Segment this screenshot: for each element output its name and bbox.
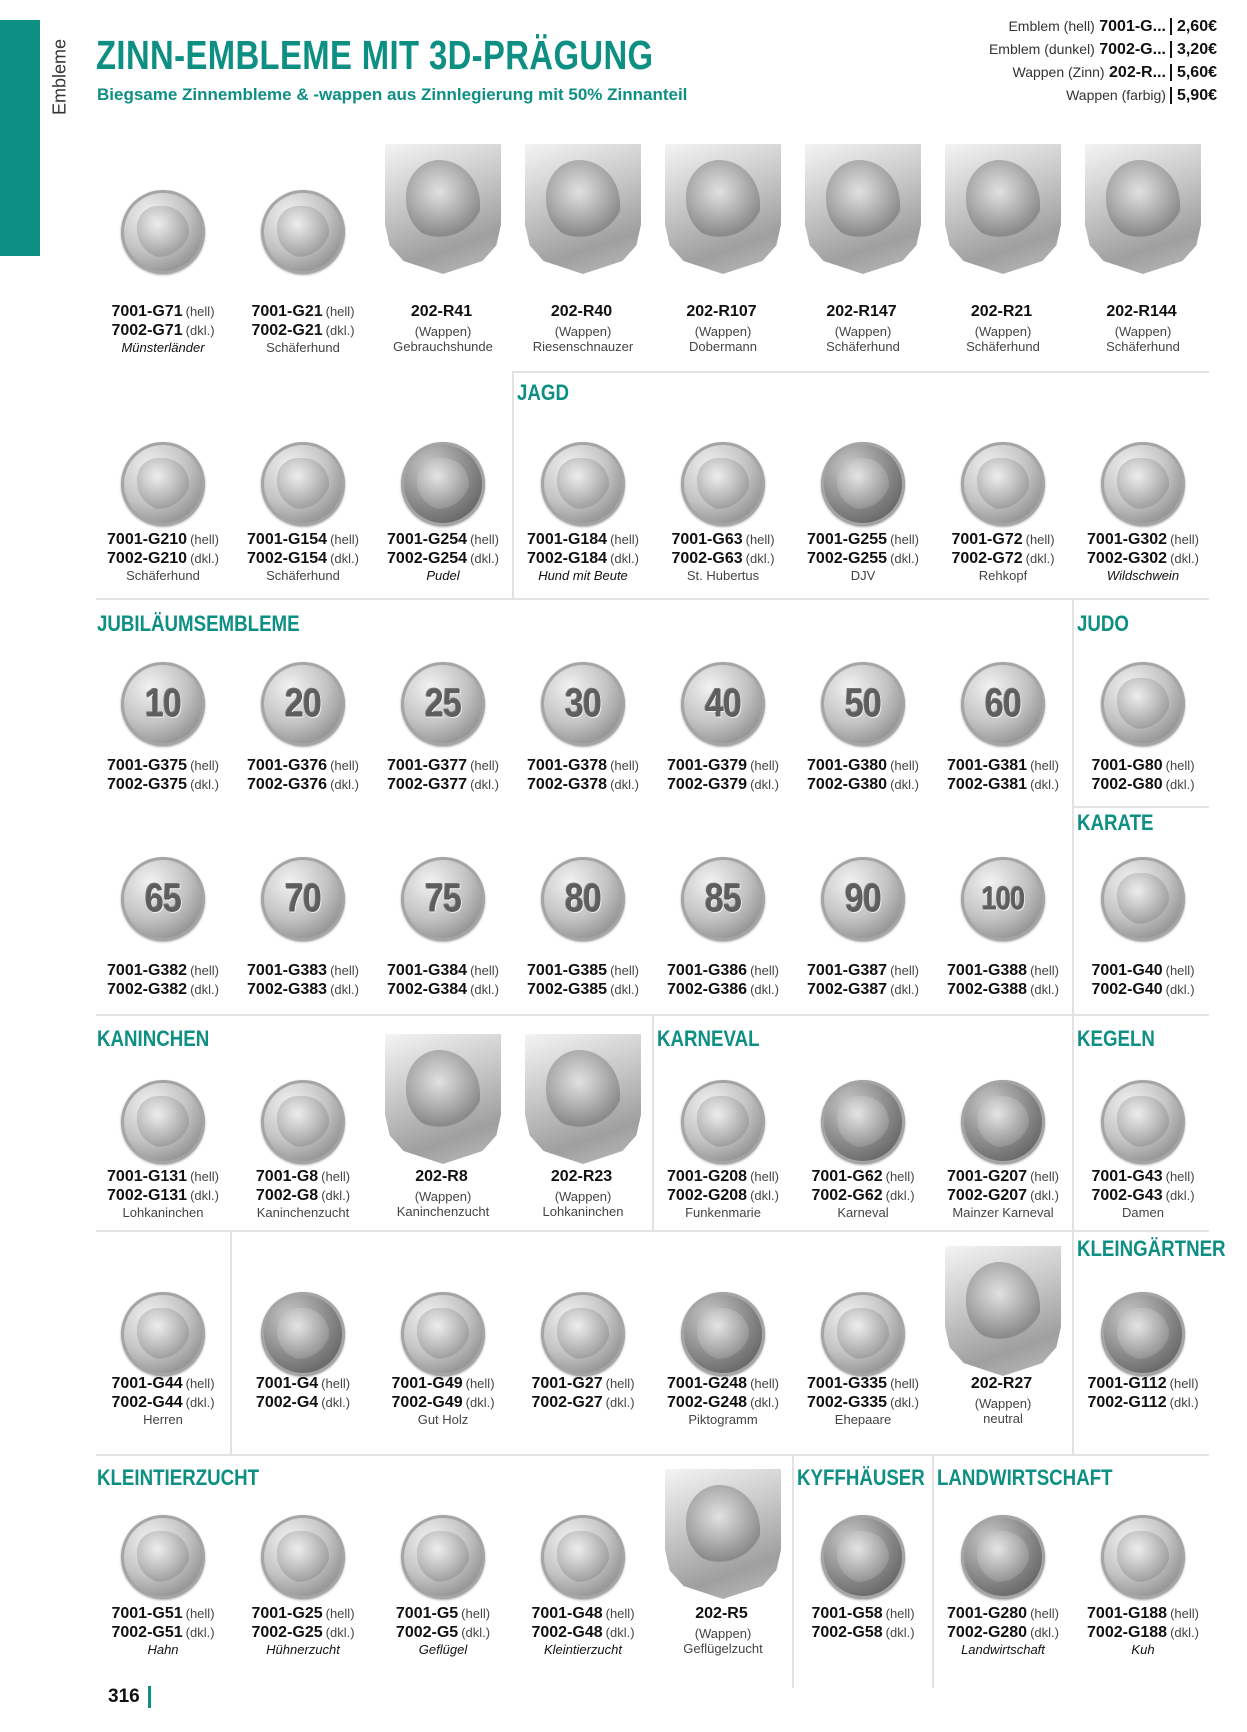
article-number: 7001-G302 (hell) [1087, 531, 1199, 548]
article-number-dark: 7002-G387 (dkl.) [807, 981, 919, 998]
round-emblem-image [961, 1515, 1045, 1599]
item-type-note: (Wappen) [974, 324, 1032, 339]
article-number-dark: 7002-G207 (dkl.) [947, 1187, 1059, 1204]
item-description: Damen [1122, 1205, 1164, 1220]
relief-motif [417, 1308, 469, 1360]
relief-motif [277, 1308, 329, 1360]
article-number: 7001-G71 (hell) [111, 303, 215, 320]
section-heading-landwirtschaft: LANDWIRTSCHAFT [937, 1465, 1113, 1490]
article-number: 7001-G44 (hell) [111, 1375, 215, 1392]
item-description: Kaninchenzucht [396, 1204, 490, 1219]
item-description: Schäferhund [126, 568, 200, 583]
relief-motif [277, 1096, 329, 1148]
divider [96, 598, 1209, 600]
divider [1072, 806, 1209, 808]
round-emblem-image [821, 857, 905, 941]
item-description: Schäferhund [966, 339, 1040, 354]
relief-motif [1106, 160, 1180, 241]
shield-emblem-image [385, 1034, 501, 1164]
article-number-dark: 7002-G43 (dkl.) [1091, 1187, 1195, 1204]
relief-motif [966, 1262, 1040, 1343]
relief-motif [837, 1531, 889, 1583]
article-number: 7001-G382 (hell) [107, 962, 219, 979]
relief-motif [406, 1050, 480, 1131]
round-emblem-image [541, 662, 625, 746]
relief-motif [1117, 1308, 1169, 1360]
item-description: Geflügelzucht [683, 1641, 763, 1656]
article-number: 7001-G43 (hell) [1091, 1168, 1195, 1185]
item-description: neutral [983, 1411, 1023, 1426]
item-description: Lohkaninchen [122, 1205, 204, 1220]
article-number: 7001-G25 (hell) [251, 1605, 355, 1622]
article-number: 7001-G8 (hell) [255, 1168, 351, 1185]
round-emblem-image [541, 1515, 625, 1599]
article-number-dark: 7002-G72 (dkl.) [951, 550, 1055, 567]
item-description: Kaninchenzucht [256, 1205, 350, 1220]
article-number: 7001-G380 (hell) [807, 757, 919, 774]
item-description: Gut Holz [417, 1412, 469, 1427]
item-description: Gebrauchshunde [393, 339, 493, 354]
article-number: 7001-G375 (hell) [107, 757, 219, 774]
relief-motif [417, 1531, 469, 1583]
article-number: 7001-G131 (hell) [107, 1168, 219, 1185]
article-number-dark: 7002-G63 (dkl.) [671, 550, 775, 567]
item-description: St. Hubertus [686, 568, 760, 583]
shield-emblem-image [945, 144, 1061, 274]
relief-motif [977, 1096, 1029, 1148]
relief-motif [137, 1308, 189, 1360]
article-number-dark: 7002-G210 (dkl.) [107, 550, 219, 567]
item-description: Ehepaare [834, 1412, 892, 1427]
item-description: Schäferhund [266, 340, 340, 355]
round-emblem-image [261, 1515, 345, 1599]
divider [96, 1454, 1209, 1456]
item-description: Schäferhund [826, 339, 900, 354]
emblem-number: 65 [144, 876, 182, 921]
article-number: 202-R144 [1106, 303, 1177, 320]
round-emblem-image [121, 857, 205, 941]
item-description: Dobermann [689, 339, 757, 354]
article-number-dark: 7002-G4 (dkl.) [255, 1394, 351, 1411]
round-emblem-image [261, 662, 345, 746]
page-subtitle: Biegsame Zinnembleme & -wappen aus Zinnlegierung mit 50% Zinnanteil [97, 85, 688, 104]
item-description: Lohkaninchen [542, 1204, 624, 1219]
relief-motif [137, 206, 189, 258]
article-number-dark: 7002-G5 (dkl.) [395, 1624, 491, 1641]
article-number: 202-R5 [695, 1605, 748, 1622]
section-heading-kyffhaeuser: KYFFHÄUSER [797, 1465, 925, 1490]
relief-motif [137, 1531, 189, 1583]
round-emblem-image [1101, 442, 1185, 526]
article-number-dark: 7002-G382 (dkl.) [107, 981, 219, 998]
article-number: 7001-G40 (hell) [1091, 962, 1195, 979]
chapter-label: Embleme [49, 38, 70, 116]
relief-motif [697, 458, 749, 510]
article-number-dark: 7002-G51 (dkl.) [111, 1624, 215, 1641]
article-number: 7001-G72 (hell) [951, 531, 1055, 548]
relief-motif [837, 1096, 889, 1148]
relief-motif [977, 458, 1029, 510]
round-emblem-image [401, 442, 485, 526]
round-emblem-image [261, 442, 345, 526]
relief-motif [966, 160, 1040, 241]
article-number-dark: 7002-G188 (dkl.) [1087, 1624, 1199, 1641]
relief-motif [137, 458, 189, 510]
emblem-number: 20 [284, 681, 322, 726]
relief-motif [1117, 678, 1169, 730]
article-number: 7001-G63 (hell) [671, 531, 775, 548]
divider [932, 1454, 934, 1688]
item-type-note: (Wappen) [694, 1626, 752, 1641]
article-number: 7001-G184 (hell) [527, 531, 639, 548]
round-emblem-image [681, 857, 765, 941]
item-type-note: (Wappen) [974, 1396, 1032, 1411]
shield-emblem-image [1085, 144, 1201, 274]
relief-motif [557, 1531, 609, 1583]
relief-motif [557, 458, 609, 510]
article-number: 202-R21 [970, 303, 1033, 320]
article-number-dark: 7002-G255 (dkl.) [807, 550, 919, 567]
article-number: 7001-G207 (hell) [947, 1168, 1059, 1185]
article-number-dark: 7002-G380 (dkl.) [807, 776, 919, 793]
round-emblem-image [821, 1515, 905, 1599]
section-heading-jubilaeum: JUBILÄUMSEMBLEME [97, 611, 300, 636]
article-number: 7001-G254 (hell) [387, 531, 499, 548]
article-number: 7001-G384 (hell) [387, 962, 499, 979]
round-emblem-image [541, 442, 625, 526]
article-number-dark: 7002-G184 (dkl.) [527, 550, 639, 567]
article-number: 7001-G27 (hell) [531, 1375, 635, 1392]
article-number: 7001-G386 (hell) [667, 962, 779, 979]
item-description: Münsterländer [121, 340, 205, 355]
article-number-dark: 7002-G302 (dkl.) [1087, 550, 1199, 567]
relief-motif [546, 1050, 620, 1131]
emblem-number: 60 [984, 681, 1022, 726]
divider [1072, 1014, 1074, 1454]
item-description: Pudel [426, 568, 460, 583]
shield-emblem-image [665, 144, 781, 274]
item-description: Kuh [1131, 1642, 1155, 1657]
article-number: 7001-G112 (hell) [1087, 1375, 1199, 1392]
item-type-note: (Wappen) [414, 1189, 472, 1204]
item-type-note: (Wappen) [554, 1189, 612, 1204]
article-number: 7001-G379 (hell) [667, 757, 779, 774]
emblem-number: 100 [981, 880, 1025, 917]
article-number-dark: 7002-G335 (dkl.) [807, 1394, 919, 1411]
item-description: Schäferhund [266, 568, 340, 583]
round-emblem-image [401, 1515, 485, 1599]
article-number-dark: 7002-G58 (dkl.) [811, 1624, 915, 1641]
round-emblem-image [961, 442, 1045, 526]
emblem-number: 25 [424, 681, 462, 726]
round-emblem-image [121, 1292, 205, 1376]
article-number-dark: 7002-G208 (dkl.) [667, 1187, 779, 1204]
item-description: Kleintierzucht [543, 1642, 623, 1657]
relief-motif [826, 160, 900, 241]
article-number-dark: 7002-G254 (dkl.) [387, 550, 499, 567]
relief-motif [277, 1531, 329, 1583]
emblem-number: 50 [844, 681, 882, 726]
article-number: 7001-G280 (hell) [947, 1605, 1059, 1622]
relief-motif [1117, 1531, 1169, 1583]
section-heading-karate: KARATE [1077, 810, 1154, 835]
article-number: 7001-G80 (hell) [1091, 757, 1195, 774]
page-number: 316 [108, 1686, 151, 1708]
article-number-dark: 7002-G376 (dkl.) [247, 776, 359, 793]
article-number: 7001-G376 (hell) [247, 757, 359, 774]
article-number: 7001-G378 (hell) [527, 757, 639, 774]
price-row: Wappen (farbig) 5,90€ [1066, 87, 1217, 104]
round-emblem-image [261, 857, 345, 941]
article-number: 7001-G58 (hell) [811, 1605, 915, 1622]
round-emblem-image [681, 662, 765, 746]
article-number-dark: 7002-G8 (dkl.) [255, 1187, 351, 1204]
article-number-dark: 7002-G40 (dkl.) [1091, 981, 1195, 998]
item-description: Geflügel [418, 1642, 468, 1657]
article-number-dark: 7002-G112 (dkl.) [1087, 1394, 1199, 1411]
article-number: 7001-G383 (hell) [247, 962, 359, 979]
emblem-number: 90 [844, 876, 882, 921]
article-number: 7001-G154 (hell) [247, 531, 359, 548]
divider [792, 1454, 794, 1688]
round-emblem-image [1101, 662, 1185, 746]
article-number-dark: 7002-G248 (dkl.) [667, 1394, 779, 1411]
shield-emblem-image [385, 144, 501, 274]
relief-motif [277, 206, 329, 258]
round-emblem-image [261, 1080, 345, 1164]
section-heading-judo: JUDO [1077, 611, 1129, 636]
round-emblem-image [401, 1292, 485, 1376]
article-number-dark: 7002-G379 (dkl.) [667, 776, 779, 793]
shield-emblem-image [805, 144, 921, 274]
round-emblem-image [121, 1080, 205, 1164]
section-heading-jagd: JAGD [517, 380, 569, 405]
item-description: Landwirtschaft [961, 1642, 1045, 1657]
article-number-dark: 7002-G71 (dkl.) [111, 322, 215, 339]
article-number-dark: 7002-G62 (dkl.) [811, 1187, 915, 1204]
article-number-dark: 7002-G375 (dkl.) [107, 776, 219, 793]
article-number: 7001-G48 (hell) [531, 1605, 635, 1622]
article-number-dark: 7002-G80 (dkl.) [1091, 776, 1195, 793]
relief-motif [557, 1308, 609, 1360]
section-heading-kaninchen: KANINCHEN [97, 1026, 210, 1051]
article-number: 7001-G377 (hell) [387, 757, 499, 774]
price-row: Emblem (hell) 7001-G... 2,60€ [1008, 18, 1217, 35]
article-number: 202-R27 [970, 1375, 1033, 1392]
article-number-dark: 7002-G154 (dkl.) [247, 550, 359, 567]
article-number: 7001-G385 (hell) [527, 962, 639, 979]
relief-motif [686, 1485, 760, 1566]
article-number-dark: 7002-G385 (dkl.) [527, 981, 639, 998]
relief-motif [697, 1096, 749, 1148]
relief-motif [1117, 1096, 1169, 1148]
shield-emblem-image [665, 1469, 781, 1599]
article-number: 7001-G188 (hell) [1087, 1605, 1199, 1622]
round-emblem-image [681, 442, 765, 526]
shield-emblem-image [945, 1246, 1061, 1376]
article-number: 7001-G208 (hell) [667, 1168, 779, 1185]
divider [512, 371, 1209, 373]
item-type-note: (Wappen) [834, 324, 892, 339]
item-description: Rehkopf [978, 568, 1028, 583]
article-number: 7001-G255 (hell) [807, 531, 919, 548]
article-number-dark: 7002-G388 (dkl.) [947, 981, 1059, 998]
article-number: 7001-G381 (hell) [947, 757, 1059, 774]
divider [652, 1014, 654, 1230]
round-emblem-image [961, 857, 1045, 941]
article-number-dark: 7002-G280 (dkl.) [947, 1624, 1059, 1641]
price-row: Wappen (Zinn) 202-R... 5,60€ [1012, 64, 1217, 81]
article-number: 7001-G210 (hell) [107, 531, 219, 548]
relief-motif [837, 1308, 889, 1360]
emblem-number: 70 [284, 876, 322, 921]
emblem-number: 10 [144, 681, 182, 726]
item-type-note: (Wappen) [1114, 324, 1172, 339]
item-description: Mainzer Karneval [952, 1205, 1054, 1220]
item-description: Karneval [837, 1205, 889, 1220]
relief-motif [977, 1531, 1029, 1583]
item-description: Piktogramm [688, 1412, 758, 1427]
article-number: 7001-G248 (hell) [667, 1375, 779, 1392]
round-emblem-image [121, 190, 205, 274]
section-heading-kegeln: KEGELN [1077, 1026, 1155, 1051]
relief-motif [546, 160, 620, 241]
article-number: 7001-G21 (hell) [251, 303, 355, 320]
relief-motif [697, 1308, 749, 1360]
article-number: 7001-G51 (hell) [111, 1605, 215, 1622]
article-number-dark: 7002-G44 (dkl.) [111, 1394, 215, 1411]
round-emblem-image [401, 662, 485, 746]
round-emblem-image [821, 1080, 905, 1164]
round-emblem-image [541, 857, 625, 941]
item-description: Hund mit Beute [538, 568, 628, 583]
article-number: 7001-G5 (hell) [395, 1605, 491, 1622]
relief-motif [406, 160, 480, 241]
price-row: Emblem (dunkel) 7002-G... 3,20€ [988, 41, 1217, 58]
article-number-dark: 7002-G377 (dkl.) [387, 776, 499, 793]
round-emblem-image [1101, 1292, 1185, 1376]
shield-emblem-image [525, 144, 641, 274]
relief-motif [277, 458, 329, 510]
article-number: 7001-G4 (hell) [255, 1375, 351, 1392]
relief-motif [417, 458, 469, 510]
relief-motif [837, 458, 889, 510]
round-emblem-image [121, 442, 205, 526]
article-number-dark: 7002-G378 (dkl.) [527, 776, 639, 793]
article-number: 7001-G49 (hell) [391, 1375, 495, 1392]
article-number-dark: 7002-G21 (dkl.) [251, 322, 355, 339]
round-emblem-image [961, 1080, 1045, 1164]
article-number-dark: 7002-G48 (dkl.) [531, 1624, 635, 1641]
article-number: 202-R23 [550, 1168, 613, 1185]
article-number-dark: 7002-G383 (dkl.) [247, 981, 359, 998]
round-emblem-image [681, 1292, 765, 1376]
section-heading-kleingaertner: KLEINGÄRTNER [1077, 1236, 1226, 1261]
article-number-dark: 7002-G27 (dkl.) [531, 1394, 635, 1411]
round-emblem-image [821, 442, 905, 526]
relief-motif [137, 1096, 189, 1148]
relief-motif [1117, 873, 1169, 925]
article-number-dark: 7002-G384 (dkl.) [387, 981, 499, 998]
round-emblem-image [821, 1292, 905, 1376]
divider [96, 1230, 1209, 1232]
article-number: 202-R41 [410, 303, 473, 320]
round-emblem-image [1101, 1515, 1185, 1599]
round-emblem-image [121, 662, 205, 746]
article-number: 7001-G62 (hell) [811, 1168, 915, 1185]
article-number: 202-R40 [550, 303, 613, 320]
round-emblem-image [821, 662, 905, 746]
relief-motif [1117, 458, 1169, 510]
item-description: Hahn [147, 1642, 179, 1657]
article-number: 202-R8 [415, 1168, 468, 1185]
round-emblem-image [261, 1292, 345, 1376]
price-list [989, 15, 1217, 107]
emblem-number: 80 [564, 876, 602, 921]
chapter-tab [0, 20, 40, 256]
round-emblem-image [681, 1080, 765, 1164]
article-number: 7001-G335 (hell) [807, 1375, 919, 1392]
item-type-note: (Wappen) [554, 324, 612, 339]
emblem-number: 40 [704, 681, 742, 726]
article-number: 202-R107 [686, 303, 757, 320]
round-emblem-image [541, 1292, 625, 1376]
article-number: 7001-G388 (hell) [947, 962, 1059, 979]
round-emblem-image [1101, 1080, 1185, 1164]
item-description: Hühnerzucht [266, 1642, 340, 1657]
emblem-number: 85 [704, 876, 742, 921]
round-emblem-image [961, 662, 1045, 746]
round-emblem-image [121, 1515, 205, 1599]
article-number-dark: 7002-G25 (dkl.) [251, 1624, 355, 1641]
emblem-number: 30 [564, 681, 602, 726]
item-description: Funkenmarie [685, 1205, 761, 1220]
article-number-dark: 7002-G131 (dkl.) [107, 1187, 219, 1204]
article-number-dark: 7002-G381 (dkl.) [947, 776, 1059, 793]
article-number-dark: 7002-G49 (dkl.) [391, 1394, 495, 1411]
relief-motif [686, 160, 760, 241]
article-number: 202-R147 [826, 303, 897, 320]
page-title: ZINN-EMBLEME MIT 3D-PRÄGUNG [96, 32, 654, 78]
article-number: 7001-G387 (hell) [807, 962, 919, 979]
item-description: Herren [143, 1412, 183, 1427]
item-description: DJV [850, 568, 876, 583]
item-type-note: (Wappen) [414, 324, 472, 339]
round-emblem-image [401, 857, 485, 941]
item-description: Schäferhund [1106, 339, 1180, 354]
section-heading-karneval: KARNEVAL [657, 1026, 760, 1051]
shield-emblem-image [525, 1034, 641, 1164]
round-emblem-image [261, 190, 345, 274]
item-description: Riesenschnauzer [532, 339, 634, 354]
item-type-note: (Wappen) [694, 324, 752, 339]
round-emblem-image [1101, 857, 1185, 941]
item-description: Wildschwein [1106, 568, 1180, 583]
section-heading-kleintierzucht: KLEINTIERZUCHT [97, 1465, 260, 1490]
article-number-dark: 7002-G386 (dkl.) [667, 981, 779, 998]
emblem-number: 75 [424, 876, 462, 921]
divider [512, 371, 514, 598]
